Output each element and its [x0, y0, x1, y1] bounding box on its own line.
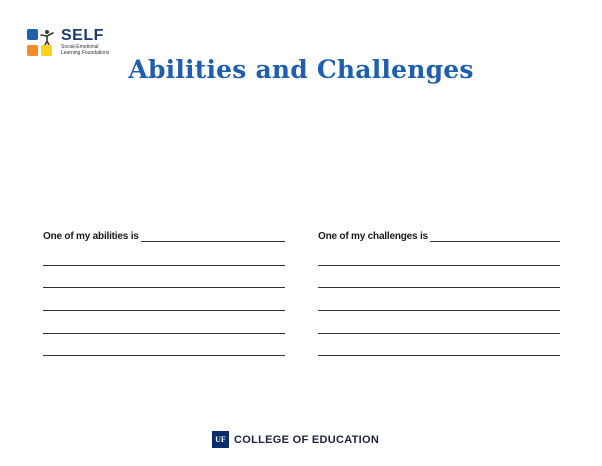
abilities-write-line[interactable]	[43, 333, 285, 334]
footer	[212, 431, 379, 448]
abilities-prompt-row	[43, 228, 285, 242]
challenges-answer-line[interactable]	[430, 241, 560, 242]
abilities-column	[43, 228, 285, 242]
abilities-write-line[interactable]	[43, 265, 285, 266]
challenges-write-line[interactable]	[318, 287, 560, 288]
blue-square	[27, 29, 38, 40]
logo-subtitle-line2: Learning Foundations	[61, 50, 110, 56]
logo-subtitle-line1: Social-Emotional	[61, 44, 99, 50]
challenges-write-line[interactable]	[318, 355, 560, 356]
logo-text	[61, 28, 109, 56]
challenges-write-line[interactable]	[318, 333, 560, 334]
abilities-write-line[interactable]	[43, 355, 285, 356]
person-figure-icon	[39, 29, 55, 45]
challenges-prompt: One of my challenges is	[318, 231, 428, 242]
abilities-write-line[interactable]	[43, 287, 285, 288]
logo-squares-icon	[27, 29, 53, 57]
challenges-write-line[interactable]	[318, 265, 560, 266]
abilities-write-line[interactable]	[43, 310, 285, 311]
uf-logo: UF	[212, 431, 229, 448]
challenges-prompt-row	[318, 228, 560, 242]
abilities-answer-line[interactable]	[141, 241, 285, 242]
abilities-prompt: One of my abilities is	[43, 231, 139, 242]
challenges-write-line[interactable]	[318, 310, 560, 311]
page-title: Abilities and Challenges	[128, 55, 474, 84]
footer-text: COLLEGE OF EDUCATION	[234, 433, 380, 446]
challenges-column	[318, 228, 560, 242]
logo-name: SELF	[61, 27, 104, 44]
